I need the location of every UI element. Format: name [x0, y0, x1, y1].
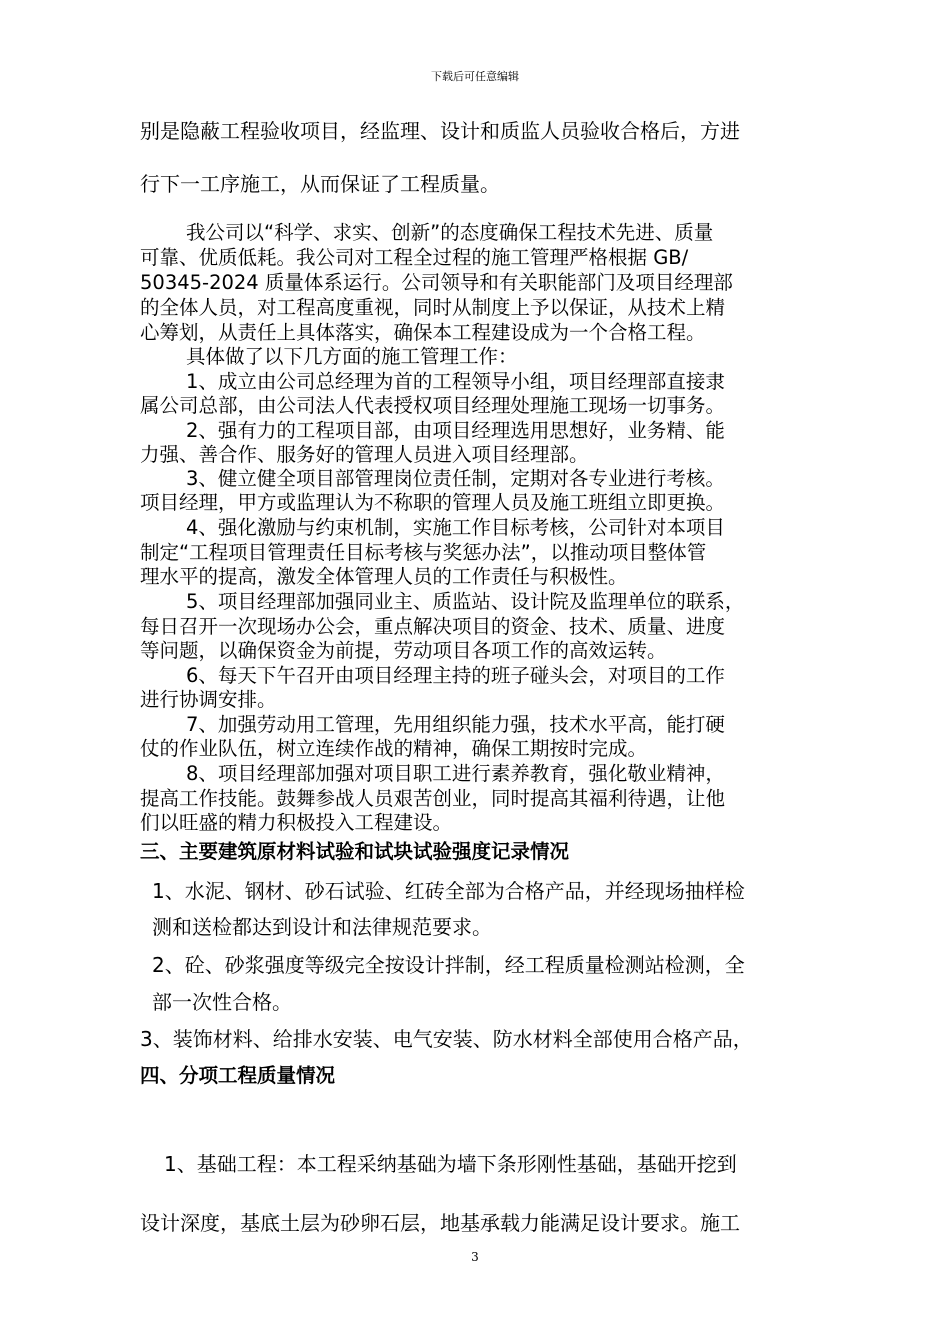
body-line: 1、基础工程：本工程采纳基础为墙下条形刚性基础，基础开挖到 — [164, 1152, 737, 1176]
section-heading: 四、分项工程质量情况 — [140, 1064, 336, 1087]
body-line: 设计深度，基底土层为砂卵石层，地基承载力能满足设计要求。施工 — [140, 1211, 740, 1235]
body-line: 制定“工程项目管理责任目标考核与奖惩办法”，以推动项目整体管 — [140, 541, 707, 564]
body-line: 力强、善合作、服务好的管理人员进入项目经理部。 — [140, 443, 589, 466]
body-line: 4、强化激励与约束机制，实施工作目标考核，公司针对本项目 — [186, 516, 725, 539]
body-line: 我公司以“科学、求实、创新”的态度确保工程技术先进、质量 — [186, 221, 714, 244]
body-line: 3、装饰材料、给排水安装、电气安装、防水材料全部使用合格产品， — [140, 1027, 753, 1051]
body-line: 1、成立由公司总经理为首的工程领导小组，项目经理部直接隶 — [186, 370, 725, 393]
body-line: 可靠、优质低耗。我公司对工程全过程的施工管理严格根据 GB/ — [140, 246, 689, 269]
body-line: 进行协调安排。 — [140, 688, 277, 711]
body-line: 提高工作技能。鼓舞参战人员艰苦创业，同时提高其福利待遇，让他 — [140, 787, 726, 810]
page-header: 下载后可任意编辑 — [431, 70, 519, 83]
body-line: 7、加强劳动用工管理，先用组织能力强，技术水平高，能打硬 — [186, 713, 725, 736]
body-line: 部一次性合格。 — [152, 990, 292, 1014]
page-number: 3 — [471, 1250, 479, 1264]
body-line: 的全体人员，对工程高度重视，同时从制度上予以保证，从技术上精 — [140, 296, 726, 319]
body-line: 测和送检都达到设计和法律规范要求。 — [152, 915, 492, 939]
body-line: 仗的作业队伍，树立连续作战的精神，确保工期按时完成。 — [140, 737, 648, 760]
body-line: 心筹划，从责任上具体落实，确保本工程建设成为一个合格工程。 — [140, 321, 706, 344]
body-line: 属公司总部，由公司法人代表授权项目经理处理施工现场一切事务。 — [140, 394, 726, 417]
body-line: 具体做了以下几方面的施工管理工作： — [186, 345, 518, 368]
body-line: 行下一工序施工，从而保证了工程质量。 — [140, 172, 500, 196]
body-line: 理水平的提高，激发全体管理人员的工作责任与积极性。 — [140, 565, 628, 588]
body-line: 们以旺盛的精力积极投入工程建设。 — [140, 811, 453, 834]
body-line: 2、强有力的工程项目部，由项目经理选用思想好，业务精、能 — [186, 419, 725, 442]
body-line: 8、项目经理部加强对项目职工进行素养教育，强化敬业精神， — [186, 762, 725, 785]
body-line: 等问题，以确保资金为前提，劳动项目各项工作的高效运转。 — [140, 639, 667, 662]
body-line: 1、水泥、钢材、砂石试验、红砖全部为合格产品，并经现场抽样检 — [152, 879, 745, 903]
body-line: 3、健立健全项目部管理岗位责任制，定期对各专业进行考核。 — [186, 467, 725, 490]
body-line: 每日召开一次现场办公会，重点解决项目的资金、技术、质量、进度 — [140, 615, 726, 638]
body-line: 项目经理，甲方或监理认为不称职的管理人员及施工班组立即更换。 — [140, 491, 726, 514]
body-line: 50345-2024 质量体系运行。公司领导和有关职能部门及项目经理部 — [140, 271, 733, 294]
body-line: 5、项目经理部加强同业主、质监站、设计院及监理单位的联系， — [186, 590, 745, 613]
body-line: 2、砼、砂浆强度等级完全按设计拌制，经工程质量检测站检测，全 — [152, 953, 745, 977]
body-line: 6、每天下午召开由项目经理主持的班子碰头会，对项目的工作 — [186, 664, 725, 687]
body-line: 别是隐蔽工程验收项目，经监理、设计和质监人员验收合格后，方进 — [140, 119, 740, 143]
section-heading: 三、主要建筑原材料试验和试块试验强度记录情况 — [140, 840, 570, 863]
